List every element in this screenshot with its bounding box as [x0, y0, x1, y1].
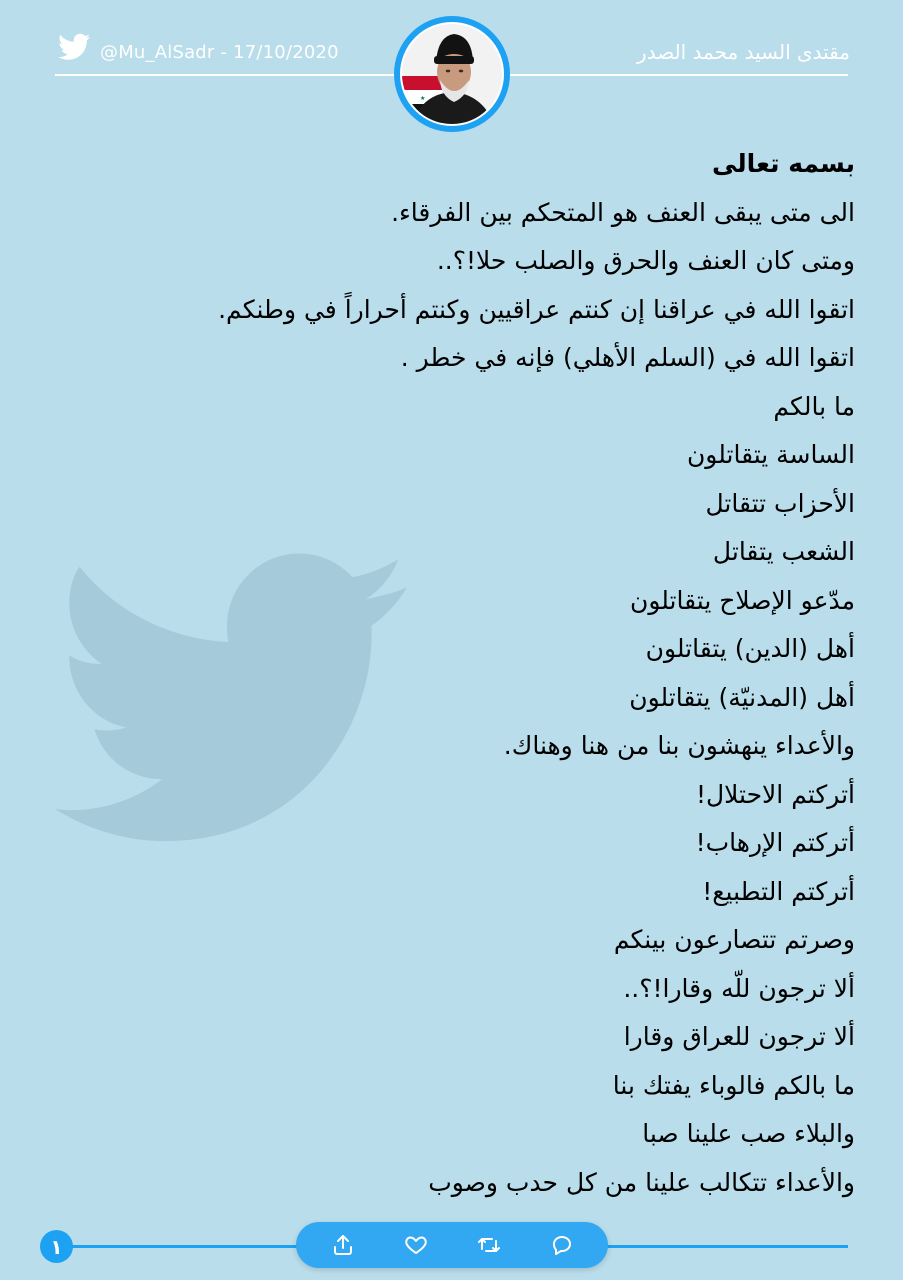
twitter-logo-icon	[58, 33, 90, 61]
tweet-line: ما بالكم	[773, 391, 855, 421]
tweet-action-bar	[296, 1222, 608, 1268]
share-button[interactable]	[328, 1230, 358, 1260]
svg-text:★: ★	[420, 95, 426, 102]
tweet-line: اتقوا الله في (السلم الأهلي) فإنه في خطر .	[400, 343, 855, 372]
share-icon	[331, 1233, 355, 1257]
tweet-line: الشعب يتقاتل	[712, 537, 855, 566]
tweet-line: ما بالكم فالوباء يفتك بنا	[612, 1070, 855, 1100]
handle-date-label: @Mu_AlSadr - 17/10/2020	[100, 42, 339, 63]
tweet-line: أهل (المدنيّة) يتقاتلون	[629, 682, 855, 712]
tweet-line: والبلاء صب علينا صبا	[642, 1119, 855, 1148]
retweet-icon	[477, 1233, 501, 1257]
retweet-button[interactable]	[474, 1230, 504, 1260]
heart-icon	[404, 1233, 428, 1257]
tweet-line: اتقوا الله في عراقنا إن كنتم عراقيين وكنتم أحراراً في وطنكم.	[218, 294, 855, 324]
avatar[interactable]	[394, 16, 510, 132]
tweet-line: ألا ترجون للّه وقارا!؟..	[623, 973, 855, 1003]
tweet-line: والأعداء تتكالب علينا من كل حدب وصوب	[428, 1167, 855, 1197]
author-name: مقتدى السيد محمد الصدر	[637, 40, 850, 64]
tweet-line: بسمه تعالى	[711, 149, 855, 178]
tweet-line: ومتى كان العنف والحرق والصلب حلا!؟..	[436, 246, 855, 275]
tweet-line: ألا ترجون للعراق وقارا	[623, 1022, 855, 1051]
tweet-line: الأحزاب تتقاتل	[705, 488, 855, 518]
avatar-photo	[400, 22, 504, 126]
tweet-line: الساسة يتقاتلون	[686, 440, 855, 469]
tweet-line: الى متى يبقى العنف هو المتحكم بين الفرقاء.	[391, 197, 855, 227]
tweet-line: مدّعو الإصلاح يتقاتلون	[630, 585, 855, 615]
tweet-line: وصرتم تتصارعون بينكم	[613, 925, 855, 954]
tweet-line: أتركتم التطبيع!	[702, 876, 855, 906]
tweet-line: والأعداء ينهشون بنا من هنا وهناك.	[503, 731, 855, 760]
tweet-line: أتركتم الاحتلال!	[695, 779, 855, 809]
tweet-line: أهل (الدين) يتقاتلون	[645, 634, 855, 663]
reply-icon	[550, 1233, 574, 1257]
page-number-badge: ١	[40, 1230, 73, 1263]
tweet-text	[45, 140, 855, 1207]
like-button[interactable]	[401, 1230, 431, 1260]
portrait-image	[402, 24, 502, 124]
tweet-line: أتركتم الإرهاب!	[695, 828, 855, 857]
reply-button[interactable]	[547, 1230, 577, 1260]
